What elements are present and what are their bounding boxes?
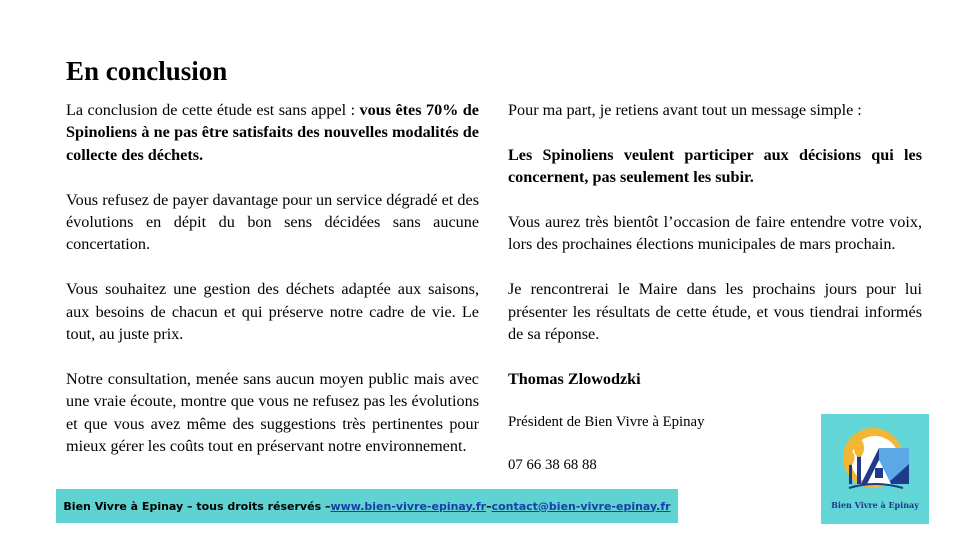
left-paragraph-1 (66, 99, 479, 166)
right-paragraph-1: Pour ma part, je retiens avant tout un message simple : (508, 101, 862, 119)
left-column (66, 99, 479, 480)
footer-copyright: Bien Vivre à Epinay – tous droits réservés – (63, 499, 331, 513)
left-paragraph-1-intro: La conclusion de cette étude est sans appel : (66, 101, 360, 119)
right-paragraph-3: Vous aurez très bientôt l’occasion de faire entendre votre voix, lors des prochaines élections municipales de mars prochain. (508, 213, 922, 254)
brand-logo (821, 414, 929, 524)
signature-role: Président de Bien Vivre à Epinay (508, 414, 705, 431)
signature-name: Thomas Zlowodzki (508, 369, 641, 388)
right-paragraph-2-bold: Les Spinoliens veulent participer aux décisions qui les concernent, pas seulement les subir. (508, 145, 922, 187)
left-paragraph-1-bold: vous êtes 70% de Spinoliens à ne pas être satisfaits des nouvelles modalités de collecte des déchets. (66, 101, 479, 164)
page-title: En conclusion (66, 56, 228, 86)
left-paragraph-4: Notre consultation, menée sans aucun moyen public mais avec une vraie écoute, montre que vous ne refusez pas les évolutions et que vous avez même des suggestions très pertinentes pour mieux gérer les coûts tout en préservant notre environnement. (66, 369, 479, 456)
left-paragraph-2: Vous refusez de payer davantage pour un service dégradé et des évolutions en dépit du bon sens décidées sans aucune concertation. (66, 190, 479, 254)
left-paragraph-3: Vous souhaitez une gestion des déchets adaptée aux saisons, aux besoins de chacun et qui préserve notre cadre de vie. Le tout, au juste prix. (66, 280, 479, 344)
signature-phone: 07 66 38 68 88 (508, 456, 597, 473)
footer-email-link[interactable]: contact@bien-vivre-epinay.fr (491, 499, 671, 513)
logo-caption: Bien Vivre à Epinay (831, 500, 919, 510)
footer-bar (56, 489, 678, 523)
right-paragraph-2 (508, 144, 922, 189)
footer-website-link[interactable]: www.bien-vivre-epinay.fr (330, 499, 487, 513)
footer-separator: – (486, 499, 492, 513)
right-paragraph-4: Je rencontrerai le Maire dans les prochains jours pour lui présenter les résultats de cette étude, et vous tiendrai informés de sa réponse. (508, 280, 922, 344)
